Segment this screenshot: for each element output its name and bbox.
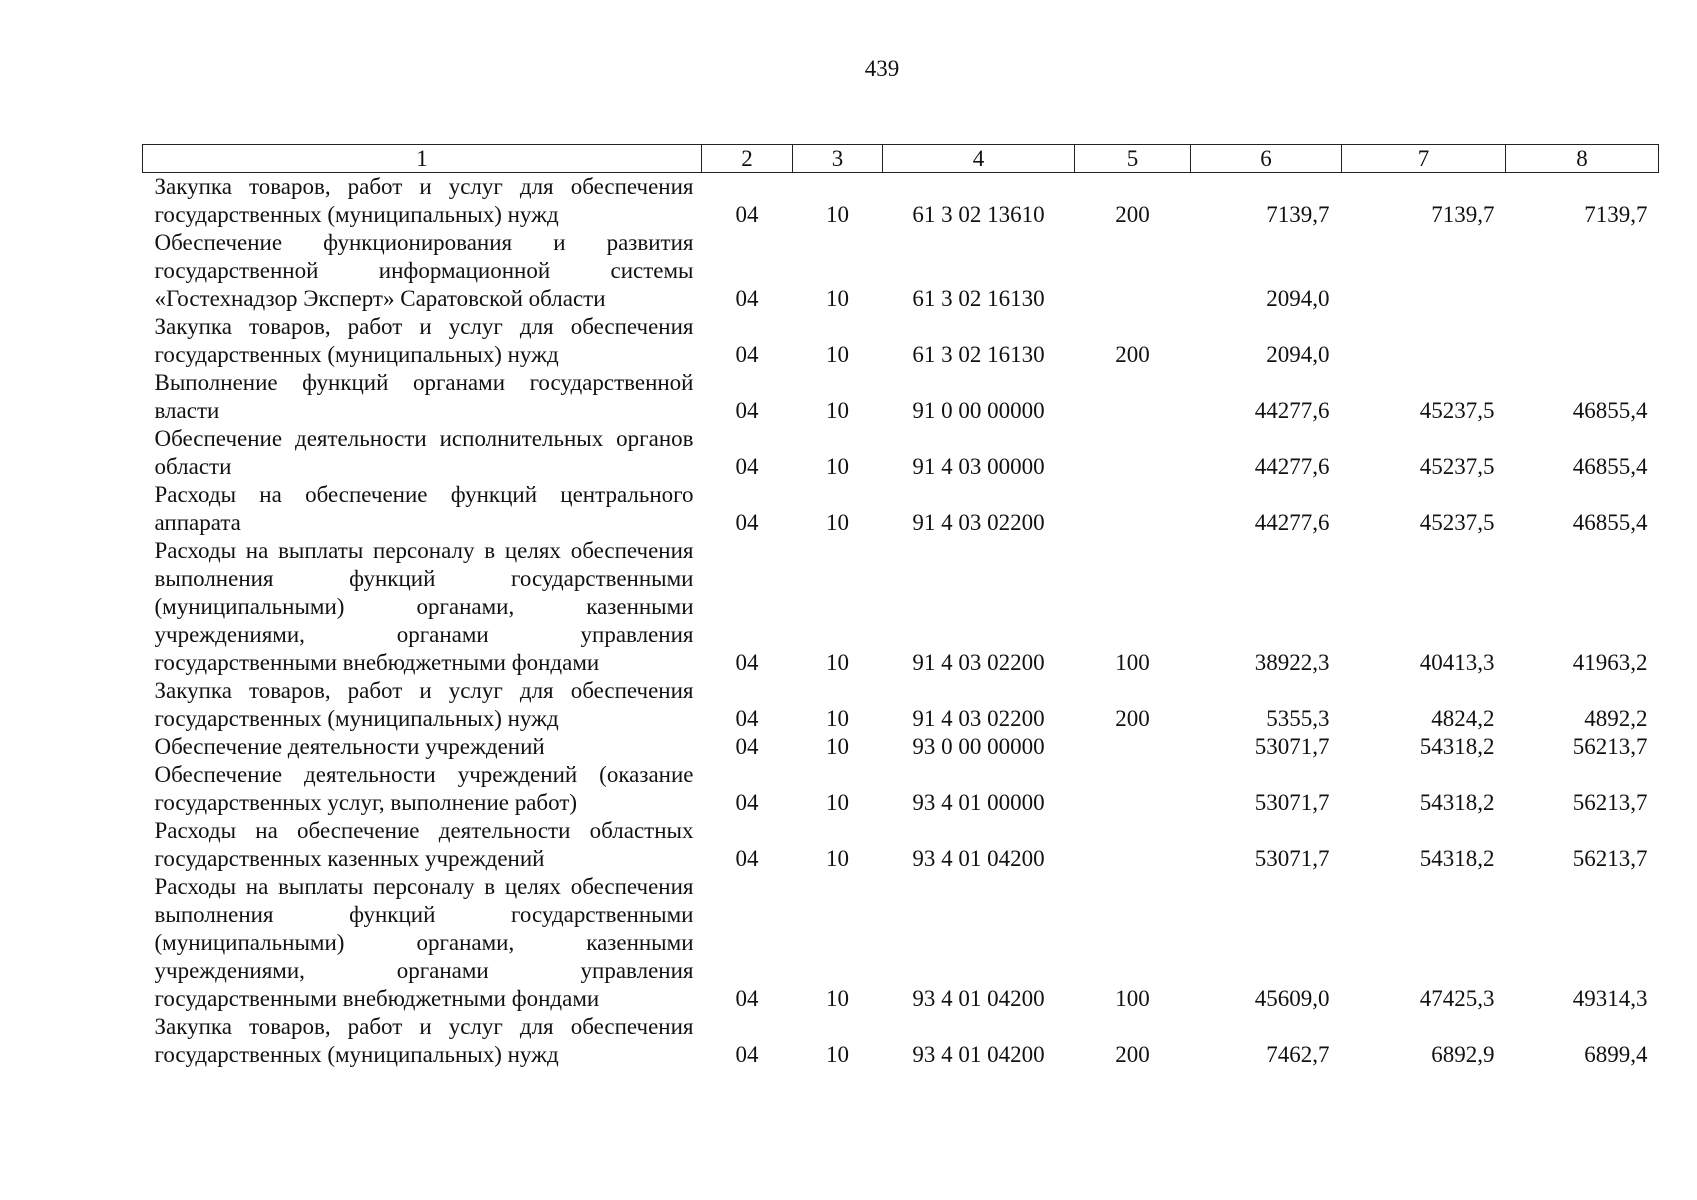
- target-article-cell: 61 3 02 16130: [912, 342, 1045, 367]
- page-number: 439: [864, 56, 900, 81]
- subsection-code-cell: 10: [826, 202, 849, 227]
- expense-type-cell: [1075, 761, 1191, 817]
- section-code-cell: 04: [735, 706, 759, 731]
- table-row: [143, 733, 1659, 761]
- expense-type-cell: 200: [1115, 1042, 1150, 1067]
- amount-year3-cell: 46855,4: [1572, 510, 1648, 535]
- amount-year3-cell: 41963,2: [1572, 650, 1648, 675]
- section-code-cell: 04: [735, 342, 759, 367]
- row-name-cell: Расходы на обеспечение деятельности областных государственных казенных учреждений: [154, 818, 694, 871]
- table-row: [143, 369, 1659, 425]
- amount-year1-cell: 38922,3: [1254, 650, 1330, 675]
- amount-year2-cell: 54318,2: [1419, 846, 1495, 871]
- amount-year1-cell: 7139,7: [1266, 202, 1330, 227]
- subsection-code-cell: 10: [826, 734, 849, 759]
- amount-year1-cell: 53071,7: [1254, 846, 1330, 871]
- table-row: [143, 873, 1659, 1013]
- row-name-cell: Закупка товаров, работ и услуг для обеспечения государственных (муниципальных) нужд: [154, 174, 694, 227]
- section-code-cell: 04: [735, 510, 759, 535]
- amount-year3-cell: 7139,7: [1584, 202, 1648, 227]
- amount-year1-cell: 7462,7: [1266, 1042, 1330, 1067]
- amount-year2-cell: 45237,5: [1419, 398, 1495, 423]
- row-name-cell: Закупка товаров, работ и услуг для обеспечения государственных (муниципальных) нужд: [154, 678, 694, 731]
- amount-year1-cell: 44277,6: [1254, 398, 1330, 423]
- row-name-cell: Закупка товаров, работ и услуг для обеспечения государственных (муниципальных) нужд: [154, 1014, 694, 1067]
- target-article-cell: 93 4 01 04200: [912, 846, 1045, 871]
- budget-table: [142, 144, 1659, 1069]
- amount-year1-cell: 53071,7: [1254, 790, 1330, 815]
- amount-year3-cell: 6899,4: [1584, 1042, 1648, 1067]
- target-article-cell: 61 3 02 16130: [912, 286, 1045, 311]
- section-code-cell: 04: [735, 398, 759, 423]
- target-article-cell: 93 4 01 00000: [912, 790, 1045, 815]
- expense-type-cell: 100: [1115, 650, 1150, 675]
- amount-year3-cell: 56213,7: [1572, 846, 1648, 871]
- table-row: [143, 313, 1659, 369]
- amount-year1-cell: 45609,0: [1254, 986, 1330, 1011]
- row-name-cell: Обеспечение функционирования и развития государственной информационной системы «Гостехнадзор Эксперт» Саратовской области: [154, 230, 694, 311]
- amount-year2-cell: 6892,9: [1431, 1042, 1495, 1067]
- table-row: [143, 677, 1659, 733]
- amount-year2-cell: 40413,3: [1419, 650, 1495, 675]
- table-row: [143, 425, 1659, 481]
- subsection-code-cell: 10: [826, 986, 849, 1011]
- subsection-code-cell: 10: [826, 286, 849, 311]
- expense-type-cell: [1075, 229, 1191, 313]
- subsection-code-cell: 10: [826, 510, 849, 535]
- header-cell-8: 8: [1506, 145, 1659, 173]
- amount-year2-cell: 47425,3: [1419, 986, 1495, 1011]
- target-article-cell: 61 3 02 13610: [912, 202, 1045, 227]
- expense-type-cell: 200: [1115, 342, 1150, 367]
- subsection-code-cell: 10: [826, 398, 849, 423]
- header-row: [143, 145, 1659, 173]
- row-name-cell: Выполнение функций органами государственной власти: [154, 370, 694, 423]
- amount-year2-cell: 54318,2: [1419, 734, 1495, 759]
- amount-year2-cell: [1342, 313, 1506, 369]
- amount-year1-cell: 2094,0: [1266, 342, 1330, 367]
- section-code-cell: 04: [735, 1042, 759, 1067]
- amount-year2-cell: 4824,2: [1431, 706, 1495, 731]
- expense-type-cell: [1075, 817, 1191, 873]
- amount-year3-cell: 46855,4: [1572, 398, 1648, 423]
- table-row: [143, 481, 1659, 537]
- amount-year3-cell: [1506, 229, 1659, 313]
- table-row: [143, 229, 1659, 313]
- target-article-cell: 93 4 01 04200: [912, 1042, 1045, 1067]
- amount-year1-cell: 44277,6: [1254, 454, 1330, 479]
- section-code-cell: 04: [735, 734, 759, 759]
- section-code-cell: 04: [735, 650, 759, 675]
- subsection-code-cell: 10: [826, 342, 849, 367]
- amount-year1-cell: 5355,3: [1266, 706, 1330, 731]
- header-cell-3: 3: [793, 145, 883, 173]
- subsection-code-cell: 10: [826, 706, 849, 731]
- header-cell-2: 2: [702, 145, 793, 173]
- amount-year3-cell: 56213,7: [1572, 734, 1648, 759]
- amount-year3-cell: 4892,2: [1584, 706, 1648, 731]
- amount-year3-cell: 46855,4: [1572, 454, 1648, 479]
- table-row: [143, 1013, 1659, 1069]
- row-name-cell: Обеспечение деятельности учреждений: [154, 734, 545, 759]
- section-code-cell: 04: [735, 846, 759, 871]
- header-cell-1: 1: [143, 145, 702, 173]
- section-code-cell: 04: [735, 790, 759, 815]
- table-row: [143, 173, 1659, 230]
- expense-type-cell: 200: [1115, 202, 1150, 227]
- amount-year1-cell: 44277,6: [1254, 510, 1330, 535]
- header-cell-6: 6: [1191, 145, 1342, 173]
- row-name-cell: Обеспечение деятельности учреждений (оказание государственных услуг, выполнение работ): [154, 762, 694, 815]
- section-code-cell: 04: [735, 986, 759, 1011]
- section-code-cell: 04: [735, 454, 759, 479]
- amount-year1-cell: 2094,0: [1266, 286, 1330, 311]
- section-code-cell: 04: [735, 202, 759, 227]
- target-article-cell: 91 0 00 00000: [912, 398, 1045, 423]
- amount-year2-cell: 45237,5: [1419, 454, 1495, 479]
- row-name-cell: Расходы на выплаты персоналу в целях обеспечения выполнения функций государственными (муниципальными) органами, казенными учреждениями, органами управления государственными внебюджетными фондами: [154, 538, 694, 675]
- target-article-cell: 91 4 03 02200: [912, 650, 1045, 675]
- subsection-code-cell: 10: [826, 846, 849, 871]
- subsection-code-cell: 10: [826, 650, 849, 675]
- amount-year2-cell: 45237,5: [1419, 510, 1495, 535]
- target-article-cell: 91 4 03 02200: [912, 510, 1045, 535]
- target-article-cell: 93 0 00 00000: [912, 734, 1045, 759]
- row-name-cell: Расходы на выплаты персоналу в целях обеспечения выполнения функций государственными (муниципальными) органами, казенными учреждениями, органами управления государственными внебюджетными фондами: [154, 874, 694, 1011]
- expense-type-cell: 200: [1115, 706, 1150, 731]
- amount-year2-cell: [1342, 229, 1506, 313]
- subsection-code-cell: 10: [826, 1042, 849, 1067]
- amount-year3-cell: [1506, 313, 1659, 369]
- target-article-cell: 91 4 03 02200: [912, 706, 1045, 731]
- table-row: [143, 537, 1659, 677]
- amount-year1-cell: 53071,7: [1254, 734, 1330, 759]
- amount-year2-cell: 7139,7: [1431, 202, 1495, 227]
- table-row: [143, 817, 1659, 873]
- amount-year3-cell: 49314,3: [1572, 986, 1648, 1011]
- table-body: [143, 173, 1659, 1070]
- header-cell-7: 7: [1342, 145, 1506, 173]
- header-cell-5: 5: [1075, 145, 1191, 173]
- target-article-cell: 91 4 03 00000: [912, 454, 1045, 479]
- subsection-code-cell: 10: [826, 454, 849, 479]
- expense-type-cell: [1075, 481, 1191, 537]
- subsection-code-cell: 10: [826, 790, 849, 815]
- target-article-cell: 93 4 01 04200: [912, 986, 1045, 1011]
- header-cell-4: 4: [883, 145, 1075, 173]
- expense-type-cell: [1075, 733, 1191, 761]
- expense-type-cell: [1075, 369, 1191, 425]
- section-code-cell: 04: [735, 286, 759, 311]
- table-row: [143, 761, 1659, 817]
- row-name-cell: Расходы на обеспечение функций центрального аппарата: [154, 482, 694, 535]
- amount-year3-cell: 56213,7: [1572, 790, 1648, 815]
- expense-type-cell: [1075, 425, 1191, 481]
- expense-type-cell: 100: [1115, 986, 1150, 1011]
- row-name-cell: Обеспечение деятельности исполнительных органов области: [154, 426, 694, 479]
- amount-year2-cell: 54318,2: [1419, 790, 1495, 815]
- row-name-cell: Закупка товаров, работ и услуг для обеспечения государственных (муниципальных) нужд: [154, 314, 694, 367]
